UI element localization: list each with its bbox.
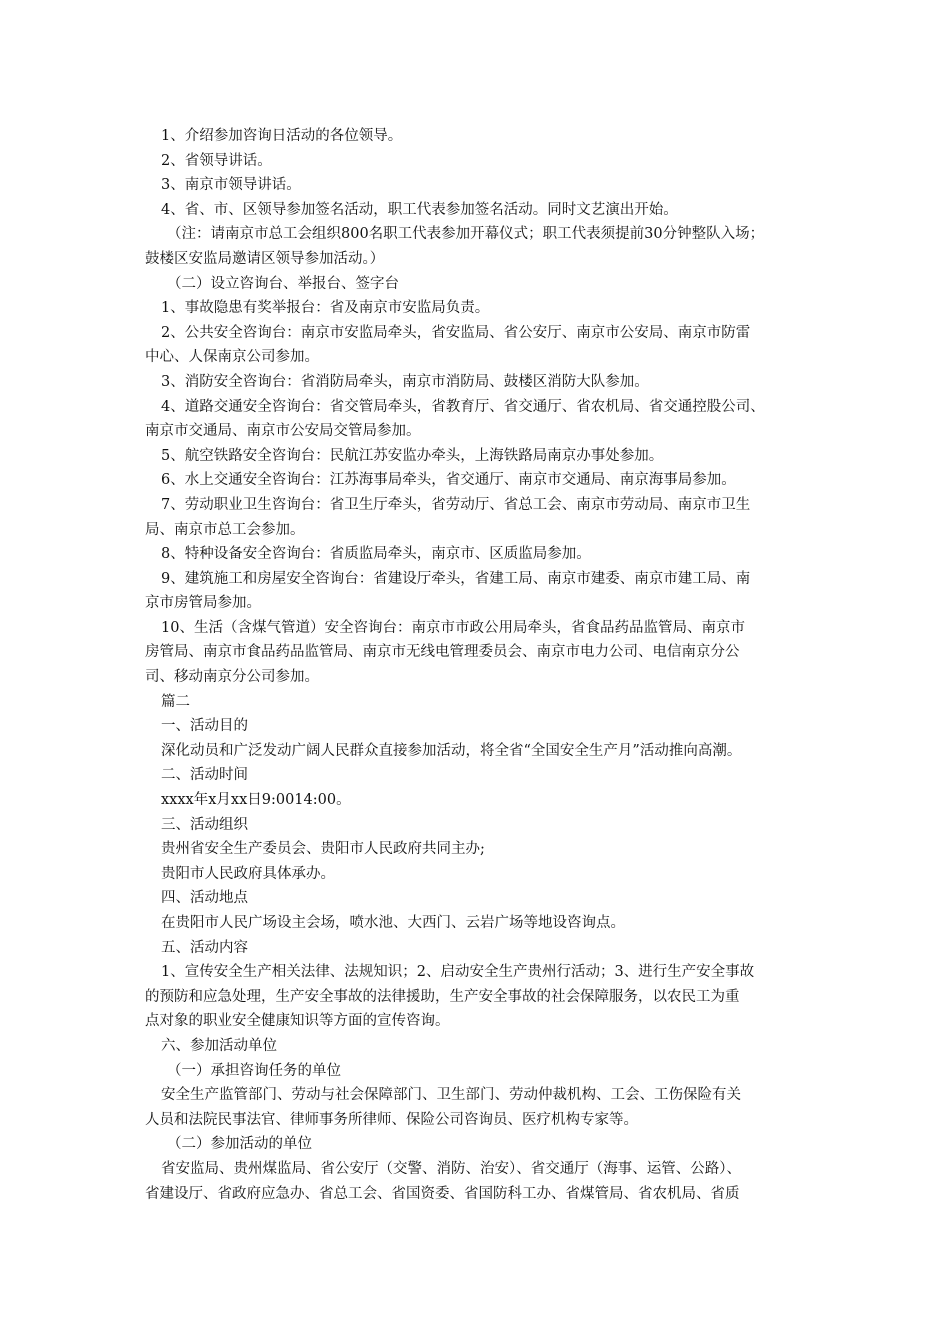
- text-line: 9、建筑施工和房屋安全咨询台：省建设厅牵头，省建工局、南京市建委、南京市建工局、南: [161, 570, 751, 587]
- text-line: 2、省领导讲话。: [161, 152, 272, 169]
- text-line: 点对象的职业安全健康知识等方面的宣传咨询。: [145, 1013, 450, 1030]
- text-line: 四、活动地点: [161, 890, 248, 907]
- text-line: 的预防和应急处理，生产安全事故的法律援助，生产安全事故的社会保障服务，以农民工为重: [145, 988, 740, 1005]
- text-line: 1、事故隐患有奖举报台：省及南京市安监局负责。: [161, 300, 490, 317]
- text-line: （二）设立咨询台、举报台、签字台: [167, 275, 399, 292]
- text-line: 三、活动组织: [161, 816, 248, 833]
- text-line: 贵州省安全生产委员会、贵阳市人民政府共同主办;: [161, 841, 485, 858]
- text-line: 5、航空铁路安全咨询台：民航江苏安监办牵头，上海铁路局南京办事处参加。: [161, 447, 664, 464]
- text-line: 省建设厅、省政府应急办、省总工会、省国资委、省国防科工办、省煤管局、省农机局、省质: [145, 1185, 740, 1202]
- text-line: 二、活动时间: [161, 767, 248, 784]
- text-line: 10、生活（含煤气管道）安全咨询台：南京市市政公用局牵头，省食品药品监管局、南京市: [161, 619, 745, 636]
- text-line: 7、劳动职业卫生咨询台：省卫生厅牵头，省劳动厅、省总工会、南京市劳动局、南京市卫生: [161, 496, 751, 513]
- text-line: 1、宣传安全生产相关法律、法规知识；2、启动安全生产贵州行活动；3、进行生产安全事故: [161, 964, 755, 981]
- text-line: 一、活动目的: [161, 718, 248, 735]
- text-line: （一）承担咨询任务的单位: [167, 1062, 341, 1079]
- text-line: （注：请南京市总工会组织800名职工代表参加开幕仪式；职工代表须提前30分钟整队入场；: [167, 226, 765, 243]
- text-line: 4、省、市、区领导参加签名活动，职工代表参加签名活动。同时文艺演出开始。: [161, 201, 678, 218]
- text-line: 篇二: [161, 693, 190, 710]
- document-body: [145, 124, 815, 1206]
- text-line: 3、消防安全咨询台：省消防局牵头，南京市消防局、鼓楼区消防大队参加。: [161, 373, 649, 390]
- text-line: （二）参加活动的单位: [167, 1136, 312, 1153]
- text-line: 鼓楼区安监局邀请区领导参加活动。）: [145, 250, 385, 267]
- text-line: 京市房管局参加。: [145, 595, 261, 612]
- text-line: 人员和法院民事法官、律师事务所律师、保险公司咨询员、医疗机构专家等。: [145, 1111, 638, 1128]
- text-line: 五、活动内容: [161, 939, 248, 956]
- text-line: 2、公共安全咨询台：南京市安监局牵头，省安监局、省公安厅、南京市公安局、南京市防雷: [161, 324, 751, 341]
- text-line: 六、参加活动单位: [161, 1037, 277, 1054]
- text-line: 中心、人保南京公司参加。: [145, 349, 319, 366]
- text-line: 3、南京市领导讲话。: [161, 177, 301, 194]
- text-line: 房管局、南京市食品药品监管局、南京市无线电管理委员会、南京市电力公司、电信南京分公: [145, 644, 740, 661]
- text-line: 4、道路交通安全咨询台：省交管局牵头，省教育厅、省交通厅、省农机局、省交通控股公司、: [161, 398, 765, 415]
- text-line: 1、介绍参加咨询日活动的各位领导。: [161, 128, 403, 144]
- text-line: 安全生产监管部门、劳动与社会保障部门、卫生部门、劳动仲裁机构、工会、工伤保险有关: [161, 1087, 741, 1104]
- text-line: 深化动员和广泛发动广阔人民群众直接参加活动，将全省“全国安全生产月”活动推向高潮。: [161, 742, 742, 759]
- text-line: 6、水上交通安全咨询台：江苏海事局牵头，省交通厅、南京市交通局、南京海事局参加。: [161, 472, 736, 489]
- text-line: xxxx年x月xx日9:0014:00。: [161, 792, 351, 809]
- text-line: 局、南京市总工会参加。: [145, 521, 305, 538]
- text-line: 南京市交通局、南京市公安局交管局参加。: [145, 423, 421, 440]
- text-line: 8、特种设备安全咨询台：省质监局牵头，南京市、区质监局参加。: [161, 546, 591, 563]
- text-line: 在贵阳市人民广场设主会场，喷水池、大西门、云岩广场等地设咨询点。: [161, 915, 625, 931]
- text-line: 贵阳市人民政府具体承办。: [161, 865, 335, 882]
- text-line: 省安监局、贵州煤监局、省公安厅（交警、消防、治安）、省交通厅（海事、运管、公路）、: [161, 1160, 741, 1177]
- text-line: 司、移动南京分公司参加。: [145, 669, 319, 686]
